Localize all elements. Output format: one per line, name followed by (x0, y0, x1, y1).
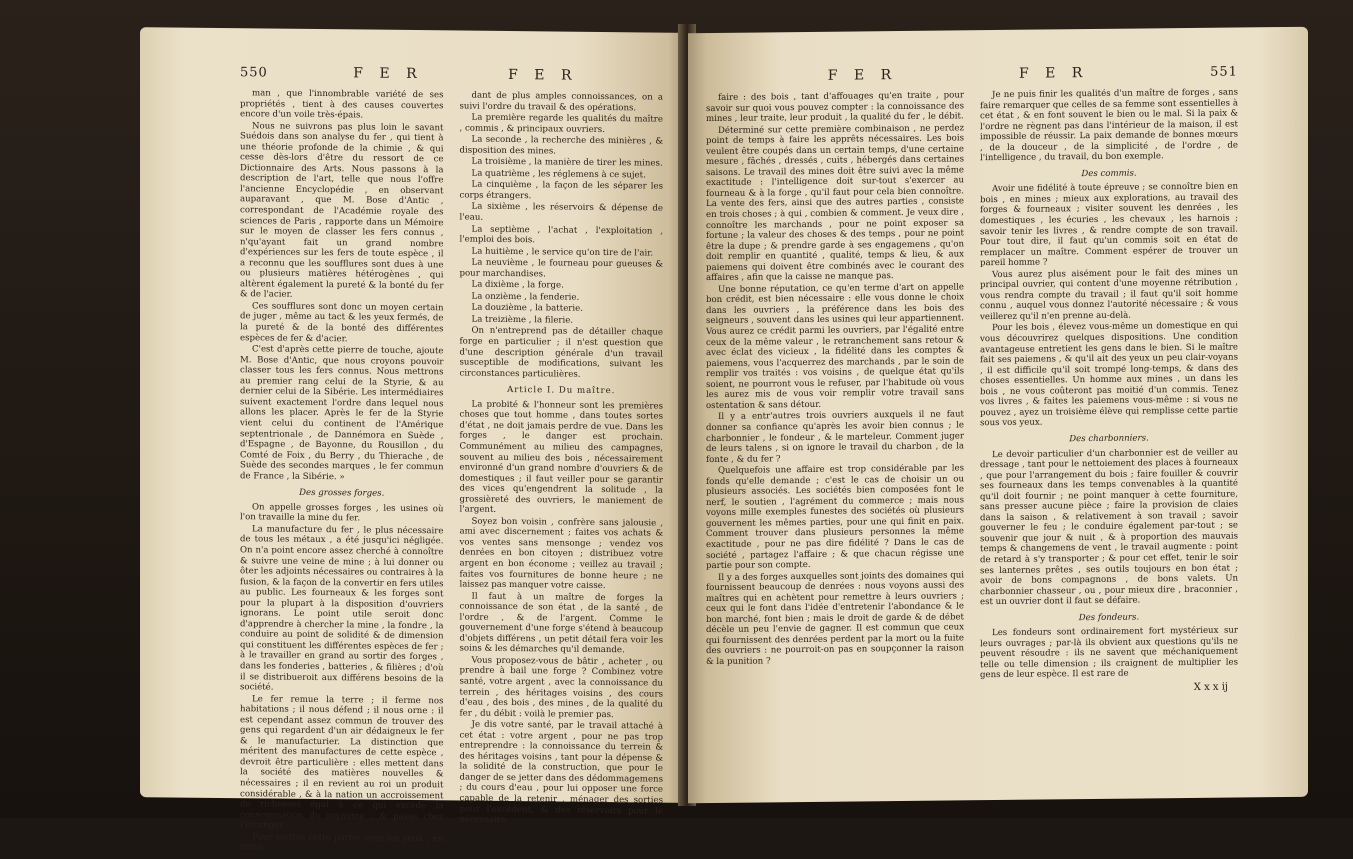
paragraph-group (980, 87, 1238, 164)
left-head-word-1: F E R (353, 65, 423, 83)
paragraph: La quatrième , les réglemens à ce sujet. (471, 168, 646, 181)
right-running-head (706, 63, 1238, 85)
paragraph: C'est d'après cette pierre de touche, ajoute M. Bose d'Antic, que nous croyons pouvoir classer tous les fers connus. Nous mettrons au premier rang celui de la Styrie, & au dernier celui de la Sibérie. Les intermédiaires suivent exactement l'ordre dans lequel nous allons les placer. Après le fer de la Styrie vient celui du continent de l'Amérique septentrionale , de Dannémora en Suède , d'Espagne , de Bayonne, du Rousillon , du Comté de Foix , du Berry , du Thierache , de Suède des secondes marques , le fer commun de France , la Sibérie. » (240, 344, 444, 482)
paragraph: Vous proposez-vous de bâtir , acheter , ou prendre à bail une forge ? Combinez votre santé, votre argent , avec la connoissance du terrein , des héritages voisins , des cours d'eau , des bois , des mines , de la qualité du fer , du débit : voilà le premier pas. (459, 655, 663, 720)
article-heading: Article I. Du maître. (507, 385, 616, 397)
paragraph: Pour les bois , élevez vous-même un domestique en qui vous découvrirez quelques dispositions. Une condition avantageuse entretient les gens dans le bien. Si le maître fait ses paiemens , & qu'il ait des yeux un peu clair-voyans , il est difficile qu'il soit trompé long-temps, & dans des choses essentielles. Un homme aux mines , un dans les bois , ne vous coûteront pas moitié d'un commis. Tenez vos livres , & faites les paiemens vous-même : si vous ne pouvez , ayez un troisième élève qui remplisse cette partie sous vos yeux. (980, 320, 1238, 429)
paragraph: Je dis votre santé, par le travail attaché à cet état : votre argent , pour ne pas trop entreprendre : la connoissance du terrein & des héritages voisins , tant pour la dépense & la solidité de la construction, que pour le danger de se jetter dans des dédommagemens ; du cours d'eau , pour lui opposer une force capable de la retenir , ménager des sorties pour l'excédent, & des réservoirs pour le nécessaire. (459, 719, 663, 826)
section-heading: Des grosses forges. (299, 488, 385, 499)
paragraph: Il y a des forges auxquelles sont joints des domaines qui fournissent beaucoup de denrées : nous voyons aussi des maîtres qui en achètent pour remettre à leurs ouvriers ; ceux qui le font dans l'idée d'entretenir l'abondance & le bon marché, font bien ; mais le droit de garde & de débet décèle un peu l'envie de gagner. Il est commun que ceux qui fournissent des denrées perdent par la mort ou la fuite des ouvriers : ne pourroit-on pas en soupçonner la raison & la punition ? (706, 569, 964, 668)
section-heading: Des fondeurs. (1078, 612, 1140, 623)
paragraph: Nous ne suivrons pas plus loin le savant Suédois dans son analyse du fer , qui tient à une théorie profonde de la chimie , & qui cesse dès-lors d'être du ressort de ce Dictionnaire des Arts. Nous passons à la description de l'art, telle que nous l'offre l'ancienne Encyclopédie , en observant auparavant , que M. Bose d'Antic , correspondant de l'Académie royale des sciences de Paris , rapporte dans un Mémoire sur le moyen de classer les fers connus , n'qu'ayant fait un grand nombre d'expériences sur les fers de toute espèce , il a reconnu que les soufflures sont dues à une ou plusieurs matières hétérogènes , qui altèrent également la pureté & la bonté du fer & de l'acier. (240, 120, 444, 301)
paragraph: faire : des bois , tant d'affouages qu'en traite , pour savoir sur quoi vous pouvez compter : la connoissance des mines , leur traite, leur produit , la qualité du fer , le débit. (706, 90, 964, 125)
paragraph: La sixième , les réservoirs & dépense de l'eau. (459, 202, 663, 223)
paragraph: Ces soufflures sont donc un moyen certain de juger , même au tact & les yeux fermés, de la pureté & de la bonté des différentes espèces de fer & d'acier. (240, 301, 444, 344)
left-columns (240, 88, 663, 858)
paragraph: Vous aurez plus aisément pour le fait des mines un principal ouvrier, qui content d'une moyenne rétribution , vous rendra compte du travail ; il faut qu'il soit homme connu , auquel vous donnez l'autorité nécessaire ; & vous veillerez qu'il n'en prenne au-delà. (980, 267, 1238, 323)
paragraph: On n'entreprend pas de détailler chaque forge en particulier ; il n'est question que d'une description générale d'un travail susceptible de modifications, suivant les circonstances particulières. (459, 326, 663, 380)
right-page (688, 27, 1308, 803)
paragraph-group (980, 182, 1238, 429)
paragraph: Je ne puis finir les qualités d'un maître de forges , sans faire remarquer que celles de sa femme sont essentielles à cet état , & en font souvent le bien ou le mal. Si la paix & l'ordre ne règnent pas dans l'intérieur de la maison, il est impossible de réussir. La paix demande de bonnes mœurs , de la douceur , de la simplicité , de l'ordre , de l'intelligence , du travail, du bon exemple. (980, 87, 1238, 164)
paragraph-group (460, 399, 664, 827)
paragraph: La huitième , le service qu'on tire de l'air. (471, 246, 654, 259)
paragraph: La troisième , la manière de tirer les mines. (471, 156, 663, 169)
paragraph-group (706, 90, 964, 667)
section-heading: Des charbonniers. (1069, 433, 1149, 445)
paragraph: La seconde , la recherche des minières , & disposition des mines. (459, 134, 663, 157)
paragraph: Pour mettre cette partie sous les yeux , en atten- (240, 832, 444, 853)
left-page-number: 550 (240, 65, 268, 81)
paragraph: Le fer remue la terre ; il ferme nos habitations ; il nous défend ; il nous orne : il est cependant assez commun de trouver des gens qui regardent d'un air dédaigneux le fer & le manufacturier. La distinction que méritent des manufactures de cette espèce , devroit être particulière : elles mettent dans la société des matières nouvelles & nécessaires ; il en revient au roi un produit considérable , & à la nation un accroissement de richesses égal à ce qui excède la consommation du royaume , & passe chez l'étranger. (240, 693, 444, 831)
paragraph: La onzième , la fenderie. (471, 291, 580, 303)
paragraph: Il faut à un maître de forges la connoissance de son état , de la santé , de l'ordre , & de l'argent. Comme le gouvernement d'une forge s'étend à beaucoup d'objets différens , un petit détail fera voir les soins & les démarches qu'il demande. (459, 591, 663, 656)
paragraph: man , que l'innombrable variété de ses propriétés , tient à des causes couvertes encore d'un voile très-épais. (240, 88, 444, 121)
paragraph: La treizième , la filerie. (471, 314, 574, 326)
right-head-word-2: F E R (1018, 65, 1089, 82)
right-page-number: 551 (1210, 64, 1238, 80)
left-page (140, 27, 685, 853)
right-column-2 (980, 87, 1238, 695)
paragraph: La septième , l'achat , l'exploitation , l'emploi des bois. (459, 224, 663, 246)
paragraph: Avoir une fidélité à toute épreuve ; se connoître bien en bois , en mines ; mieux aux explorations, au travail des forges & fourneaux ; visiter souvent les denrées , les domestiques , les écuries , les chevaux , les harnois ; savoir tenir les livres , & rendre compte de son travail. Pour tout dire, il faut qu'un commis soit en état de remplacer un maître. Comment espérer de trouver un pareil homme ? (980, 181, 1238, 269)
paragraph: La dixième , la forge. (471, 279, 564, 291)
paragraph: La cinquième , la façon de les séparer les corps étrangers. (459, 179, 663, 202)
paragraph: Une bonne réputation, ce qu'en terme d'art on appelle bon crédit, est bien nécessaire : elle vous donne le choix dans les ouvriers , la préférence dans les bois des seigneurs , souvent dans les usines qui leur appartiennent. Vous aurez ce crédit parmi les ouvriers, par l'égalité entre ceux de la même valeur , le retranchement sans retour & avec éclat des vicieux , la fidélité dans les comptes & paiemens, vous l'acquerrez des marchands , par le soin de remplir vos traités : vos voisins , de quelque état qu'ils soient, ne pourront vous le refuser, par l'habitude où vous les aurez mis de vous voir remplir votre travail sans ostentation & sans détour. (706, 282, 964, 411)
paragraph: On appelle grosses forges , les usines où l'on travaille la mine du fer. (240, 502, 444, 524)
paragraph: Quelquefois une affaire est trop considérable par les fonds qu'elle demande ; c'est le cas de choisir un ou plusieurs associés. Les sociétés bien composées font le nerf, le soutien , l'agrément du commerce ; mais nous voyons mille exemples funestes des sociétés où plusieurs gouvernent les mêmes parties, pour une qui finit en paix. Comment trouver dans plusieurs personnes la même exactitude , pour ne pas dire fidélité ? Dans le cas de société , partagez l'affaire ; & que chacun régisse une partie pour son compte. (706, 463, 964, 572)
right-head-word-1: F E R (827, 67, 898, 84)
paragraph: La neuvième , le fourneau pour gueuses & pour marchandises. (459, 257, 663, 280)
paragraph: Soyez bon voisin , confrère sans jalousie , ami avec discernement ; faites vos achats & vos ventes sans mensonge ; vendez vos denrées en bon citoyen ; distribuez votre argent en bon économe ; veillez au travail ; faites vos fournitures de bonne heure ; ne laissez pas manquer votre caisse. (459, 516, 663, 592)
paragraph: dant de plus amples connoissances, on a suivi l'ordre du travail & des opérations. (459, 90, 663, 113)
right-columns (706, 87, 1238, 698)
paragraph-group (980, 626, 1238, 681)
paragraph: Déterminé sur cette première combinaison , ne perdez point de temps à faire les apprêts nécessaires. Les bois veulent être coupés dans un certain temps, d'une certaine mesure , fâchés , dressés , cuits , hébergés dans certaines saisons. Le travail des mines doit être suivi avec la même exactitude : l'intelligence doit sur-tout s'exercer au fourneau & à la forge , qu'il faut pour cela bien connoître. La vente des fers, ainsi que des autres parties , consiste en trois choses ; à qui , combien & comment. Je veux dire , connoître les marchands , pour ne point exposer sa fortune ; la valeur des choses & des temps , pour ne point être la dupe ; & prendre garde à ses engagemens , qu'on doit remplir en quantité , qualité, temps & lieu, & aux paiemens qui doivent être combinés avec le courant des affaires , afin que la caisse ne manque pas. (706, 122, 964, 284)
paragraph: La douzième , la batterie. (471, 303, 583, 315)
paragraph: La première regarde les qualités du maître , commis , & principaux ouvriers. (459, 112, 663, 135)
section-heading: Des commis. (1081, 168, 1137, 179)
paragraph: La probité & l'honneur sont les premières choses que tout homme , dans toutes sortes d'état , ne doit jamais perdre de vue. Dans les forges , le danger est prochain. Communément au milieu des campagnes, souvent au milieu des bois , nécessairement environné d'un grand nombre d'ouvriers & de domestiques ; il faut veiller pour se garantir des vices qu'engendrent la solitude , la grossièreté des ouvriers, le maniement de l'argent. (459, 399, 663, 516)
left-column-1 (240, 88, 444, 856)
left-column-2 (460, 90, 664, 858)
paragraph-group (980, 447, 1238, 608)
signature-mark: X x x ij (1193, 681, 1228, 693)
paragraph: Le devoir particulier d'un charbonnier est de veiller au dressage , tant pour le nettoiement des places à fourneaux , que pour l'arrangement du bois ; faire fouiller & couvrir ses fourneaux dans les temps convenables à la quantité qu'il doit fournir ; ne point manquer à cette fourniture, sans presser aucune pièce ; faire la provision de claies dans la saison , & relativement à son travail ; savoir gouverner le feu ; le conduire également par-tout ; se souvenir que jour & nuit , & à proportion des mauvais temps & changemens de vent , le travail augmente : point de retard à s'y transporter ; & pour cet effet, tenir le soir ses lanternes prêtes , ses outils toujours en bon état ; avoir de bons compagnons , de bons valets. Un charbonnier chasseur , ou , pour mieux dire , braconnier , est un ouvrier dont il faut se défaire. (980, 446, 1238, 608)
left-head-word-2: F E R (508, 67, 578, 84)
paragraph: Il y a entr'autres trois ouvriers auxquels il ne faut donner sa confiance qu'après les avoir bien connus ; le charbonnier , le fondeur , & le marteleur. Comment juger de leurs talens , si on ignore le travail du charbon , de la fonte , & du fer ? (706, 409, 964, 465)
paragraph: Les fondeurs sont ordinairement fort mystérieux sur leurs ouvrages ; par-là ils obvient aux questions qu'ils ne peuvent résoudre : ils ne savent que méchaniquement telle ou telle dimension ; ils craignent de multiplier les gens de leur espèce. Il est rare de (980, 625, 1238, 681)
paragraph-group (240, 502, 444, 855)
left-running-head (240, 64, 663, 84)
paragraph-group (240, 88, 444, 483)
paragraph: La manufacture du fer , le plus nécessaire de tous les métaux , a été jusqu'ici négligée. On n'a point encore assez cherché à connoître & suivre une veine de mine ; à lui donner ou ôter les adjoints nécessaires ou contraires à la fusion, & la façon de la convertir en fers utiles au public. Les fourneaux & les forges sont pour la plupart à la disposition d'ouvriers ignorans. Le point utile seroit donc d'apprendre à chercher la mine , la fondre , la conduire au point de solidité & de dimension qui constituent les différentes espèces de fer ; à le travailler en grand au sortir des forges , dans les fonderies , batteries , & filières ; d'où il se distribueroit aux différens besoins de la société. (240, 524, 444, 693)
paragraph-group (460, 90, 664, 380)
right-column-1 (706, 90, 964, 698)
